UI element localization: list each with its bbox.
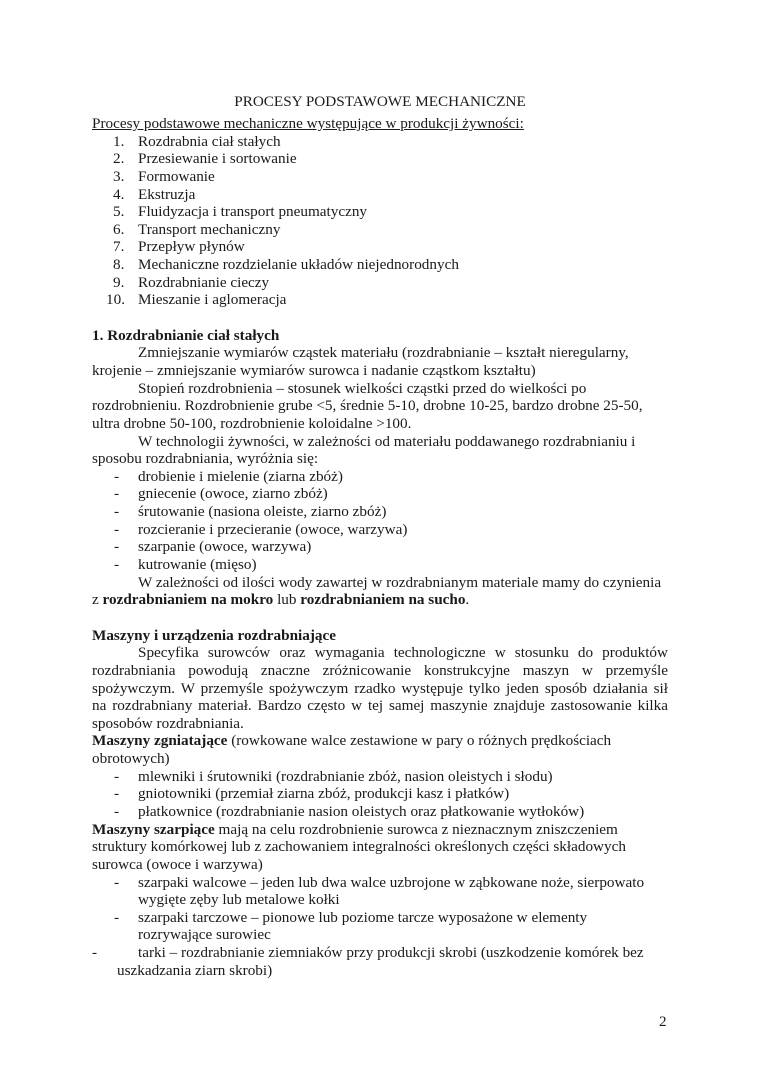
list-number: 2. <box>113 150 125 168</box>
list-number: 4. <box>113 185 125 203</box>
intro-heading: Procesy podstawowe mechaniczne występujące w produkcji żywności: <box>92 115 524 132</box>
list-text: szarpaki walcowe – jeden lub dwa walce uzbrojone w ząbkowane noże, sierpowato <box>138 873 645 891</box>
bold-term: rozdrabnianiem na sucho <box>300 591 466 609</box>
list-item <box>92 768 668 786</box>
paragraph-line: surowca (owoce i warzywa) <box>92 855 263 873</box>
list-item <box>92 168 668 186</box>
paragraph-line: struktury komórkowej lub z zachowaniem integralności określonych części składowych <box>92 838 626 856</box>
list-text: rozcieranie i przecieranie (owoce, warzywa) <box>138 520 408 538</box>
section-heading: 1. Rozdrabnianie ciał stałych <box>92 326 280 344</box>
text: mają na celu rozdrobnienie surowca z nieznacznym zniszczeniem <box>214 820 618 838</box>
list-item <box>92 538 668 556</box>
list-number: 10. <box>106 291 125 309</box>
list-item <box>92 291 668 309</box>
dash-bullet: - <box>114 802 120 820</box>
list-item <box>92 221 668 239</box>
list-text: śrutowanie (nasiona oleiste, ziarno zbóż) <box>138 503 387 521</box>
list-text: tarki – rozdrabnianie ziemniaków przy produkcji skrobi (uszkodzenie komórek bez <box>138 944 644 962</box>
dash-bullet: - <box>114 467 120 485</box>
list-item <box>92 256 668 274</box>
list-item <box>92 238 668 256</box>
list-text: płatkownice (rozdrabnianie nasion oleistych oraz płatkowanie wytłoków) <box>138 802 585 820</box>
list-text: szarpanie (owoce, warzywa) <box>138 538 312 556</box>
list-text: Formowanie <box>138 167 215 185</box>
paragraph-line: ultra drobne 50-100, rozdrobnienie koloidalne >100. <box>92 414 412 432</box>
list-text: gniecenie (owoce, ziarno zbóż) <box>138 485 328 503</box>
list-item <box>92 909 668 927</box>
list-number: 8. <box>113 256 125 274</box>
page-number: 2 <box>659 1013 667 1030</box>
list-number: 3. <box>113 167 125 185</box>
list-item <box>92 485 668 503</box>
list-number: 5. <box>113 203 125 221</box>
dash-bullet: - <box>114 485 120 503</box>
text: . <box>465 591 470 609</box>
list-number: 6. <box>113 220 125 238</box>
process-list <box>92 133 668 309</box>
list-item <box>92 803 668 821</box>
list-item <box>92 468 668 486</box>
list-number: 1. <box>113 132 125 150</box>
dash-bullet: - <box>92 944 98 962</box>
text: (rowkowane walce zestawione w pary o różnych prędkościach <box>227 732 612 750</box>
list-item <box>92 133 668 151</box>
list-number: 7. <box>113 238 125 256</box>
list-item-continuation: uszkadzania ziarn skrobi) <box>117 961 273 979</box>
paragraph-line <box>92 591 668 609</box>
paragraph-line: W zależności od ilości wody zawartej w rozdrabnianym materiale mamy do czynienia <box>138 573 662 591</box>
list-item <box>92 503 668 521</box>
paragraph-line: obrotowych) <box>92 750 170 768</box>
list-item <box>92 186 668 204</box>
paragraph-line: sposobów rozdrabniania. <box>92 714 244 732</box>
paragraph-line: spożywczym. W przemyśle spożywczym rzadko występuje tylko jeden sposób działania sił <box>92 679 668 697</box>
list-text: drobienie i mielenie (ziarna zbóż) <box>138 467 343 485</box>
paragraph-line: Specyfika surowców oraz wymagania technologiczne w stosunku do produktów <box>138 644 668 662</box>
paragraph-line: rozdrobnieniu. Rozdrobnienie grube <5, średnie 5-10, drobne 10-25, bardzo drobne 25-50, <box>92 397 643 415</box>
text: z <box>92 591 103 609</box>
list-item <box>92 944 668 962</box>
paragraph-line <box>92 732 668 750</box>
list-text: kutrowanie (mięso) <box>138 556 257 574</box>
section-heading: Maszyny i urządzenia rozdrabniające <box>92 626 336 644</box>
list-text: Ekstruzja <box>138 185 196 203</box>
dash-bullet: - <box>114 556 120 574</box>
list-item <box>92 874 668 892</box>
paragraph-line: sposobu rozdrabniania, wyróżnia się: <box>92 450 319 468</box>
list-text: Rozdrabnia ciał stałych <box>138 132 281 150</box>
page-title: PROCESY PODSTAWOWE MECHANICZNE <box>234 93 526 110</box>
dash-bullet: - <box>114 785 120 803</box>
paragraph-line: W technologii żywności, w zależności od materiału poddawanego rozdrabnianiu i <box>138 432 636 450</box>
dash-bullet: - <box>114 520 120 538</box>
list-text: mlewniki i śrutowniki (rozdrabnianie zbóż, nasion oleistych i słodu) <box>138 767 553 785</box>
list-item-continuation: rozrywające surowiec <box>138 926 271 944</box>
paragraph-line <box>92 821 668 839</box>
list-item <box>92 785 668 803</box>
dash-bullet: - <box>114 503 120 521</box>
list-item <box>92 556 668 574</box>
list-text: Transport mechaniczny <box>138 220 281 238</box>
list-item <box>92 521 668 539</box>
paragraph-line: Zmniejszanie wymiarów cząstek materiału (rozdrabnianie – kształt nieregularny, <box>138 344 629 362</box>
list-text: Mieszanie i aglomeracja <box>138 291 287 309</box>
list-text: Przepływ płynów <box>138 238 245 256</box>
dash-bullet: - <box>114 538 120 556</box>
list-item <box>92 203 668 221</box>
list-text: szarpaki tarczowe – pionowe lub poziome tarcze wyposażone w elementy <box>138 908 588 926</box>
list-text: Mechaniczne rozdzielanie układów niejednorodnych <box>138 256 459 274</box>
list-text: gniotowniki (przemiał ziarna zbóż, produkcji kasz i płatków) <box>138 785 510 803</box>
list-text: Fluidyzacja i transport pneumatyczny <box>138 203 368 221</box>
text: lub <box>273 591 301 609</box>
list-text: Rozdrabnianie cieczy <box>138 273 270 291</box>
list-item-continuation: wygięte zęby lub metalowe kołki <box>138 891 340 909</box>
list-item <box>92 274 668 292</box>
paragraph-line: krojenie – zmniejszanie wymiarów surowca i nadanie cząstkom kształtu) <box>92 361 536 379</box>
dash-bullet: - <box>114 767 120 785</box>
bold-term: rozdrabnianiem na mokro <box>102 591 274 609</box>
list-number: 9. <box>113 273 125 291</box>
dash-bullet: - <box>114 873 120 891</box>
paragraph-line: rozdrabniania powodują znaczne zróżnicowanie konstrukcyjne maszyn w przemyśle <box>92 661 668 679</box>
list-item <box>92 150 668 168</box>
bold-term: Maszyny szarpiące <box>92 820 215 838</box>
dash-bullet: - <box>114 908 120 926</box>
document-body <box>92 115 668 979</box>
bold-term: Maszyny zgniatające <box>92 732 228 750</box>
paragraph-line: Stopień rozdrobnienia – stosunek wielkości cząstki przed do wielkości po <box>138 379 587 397</box>
paragraph-line: na rozdrabniany materiał. Bardzo często w tej samej maszynie znajduje zastosowanie kilka <box>92 697 668 715</box>
list-text: Przesiewanie i sortowanie <box>138 150 297 168</box>
